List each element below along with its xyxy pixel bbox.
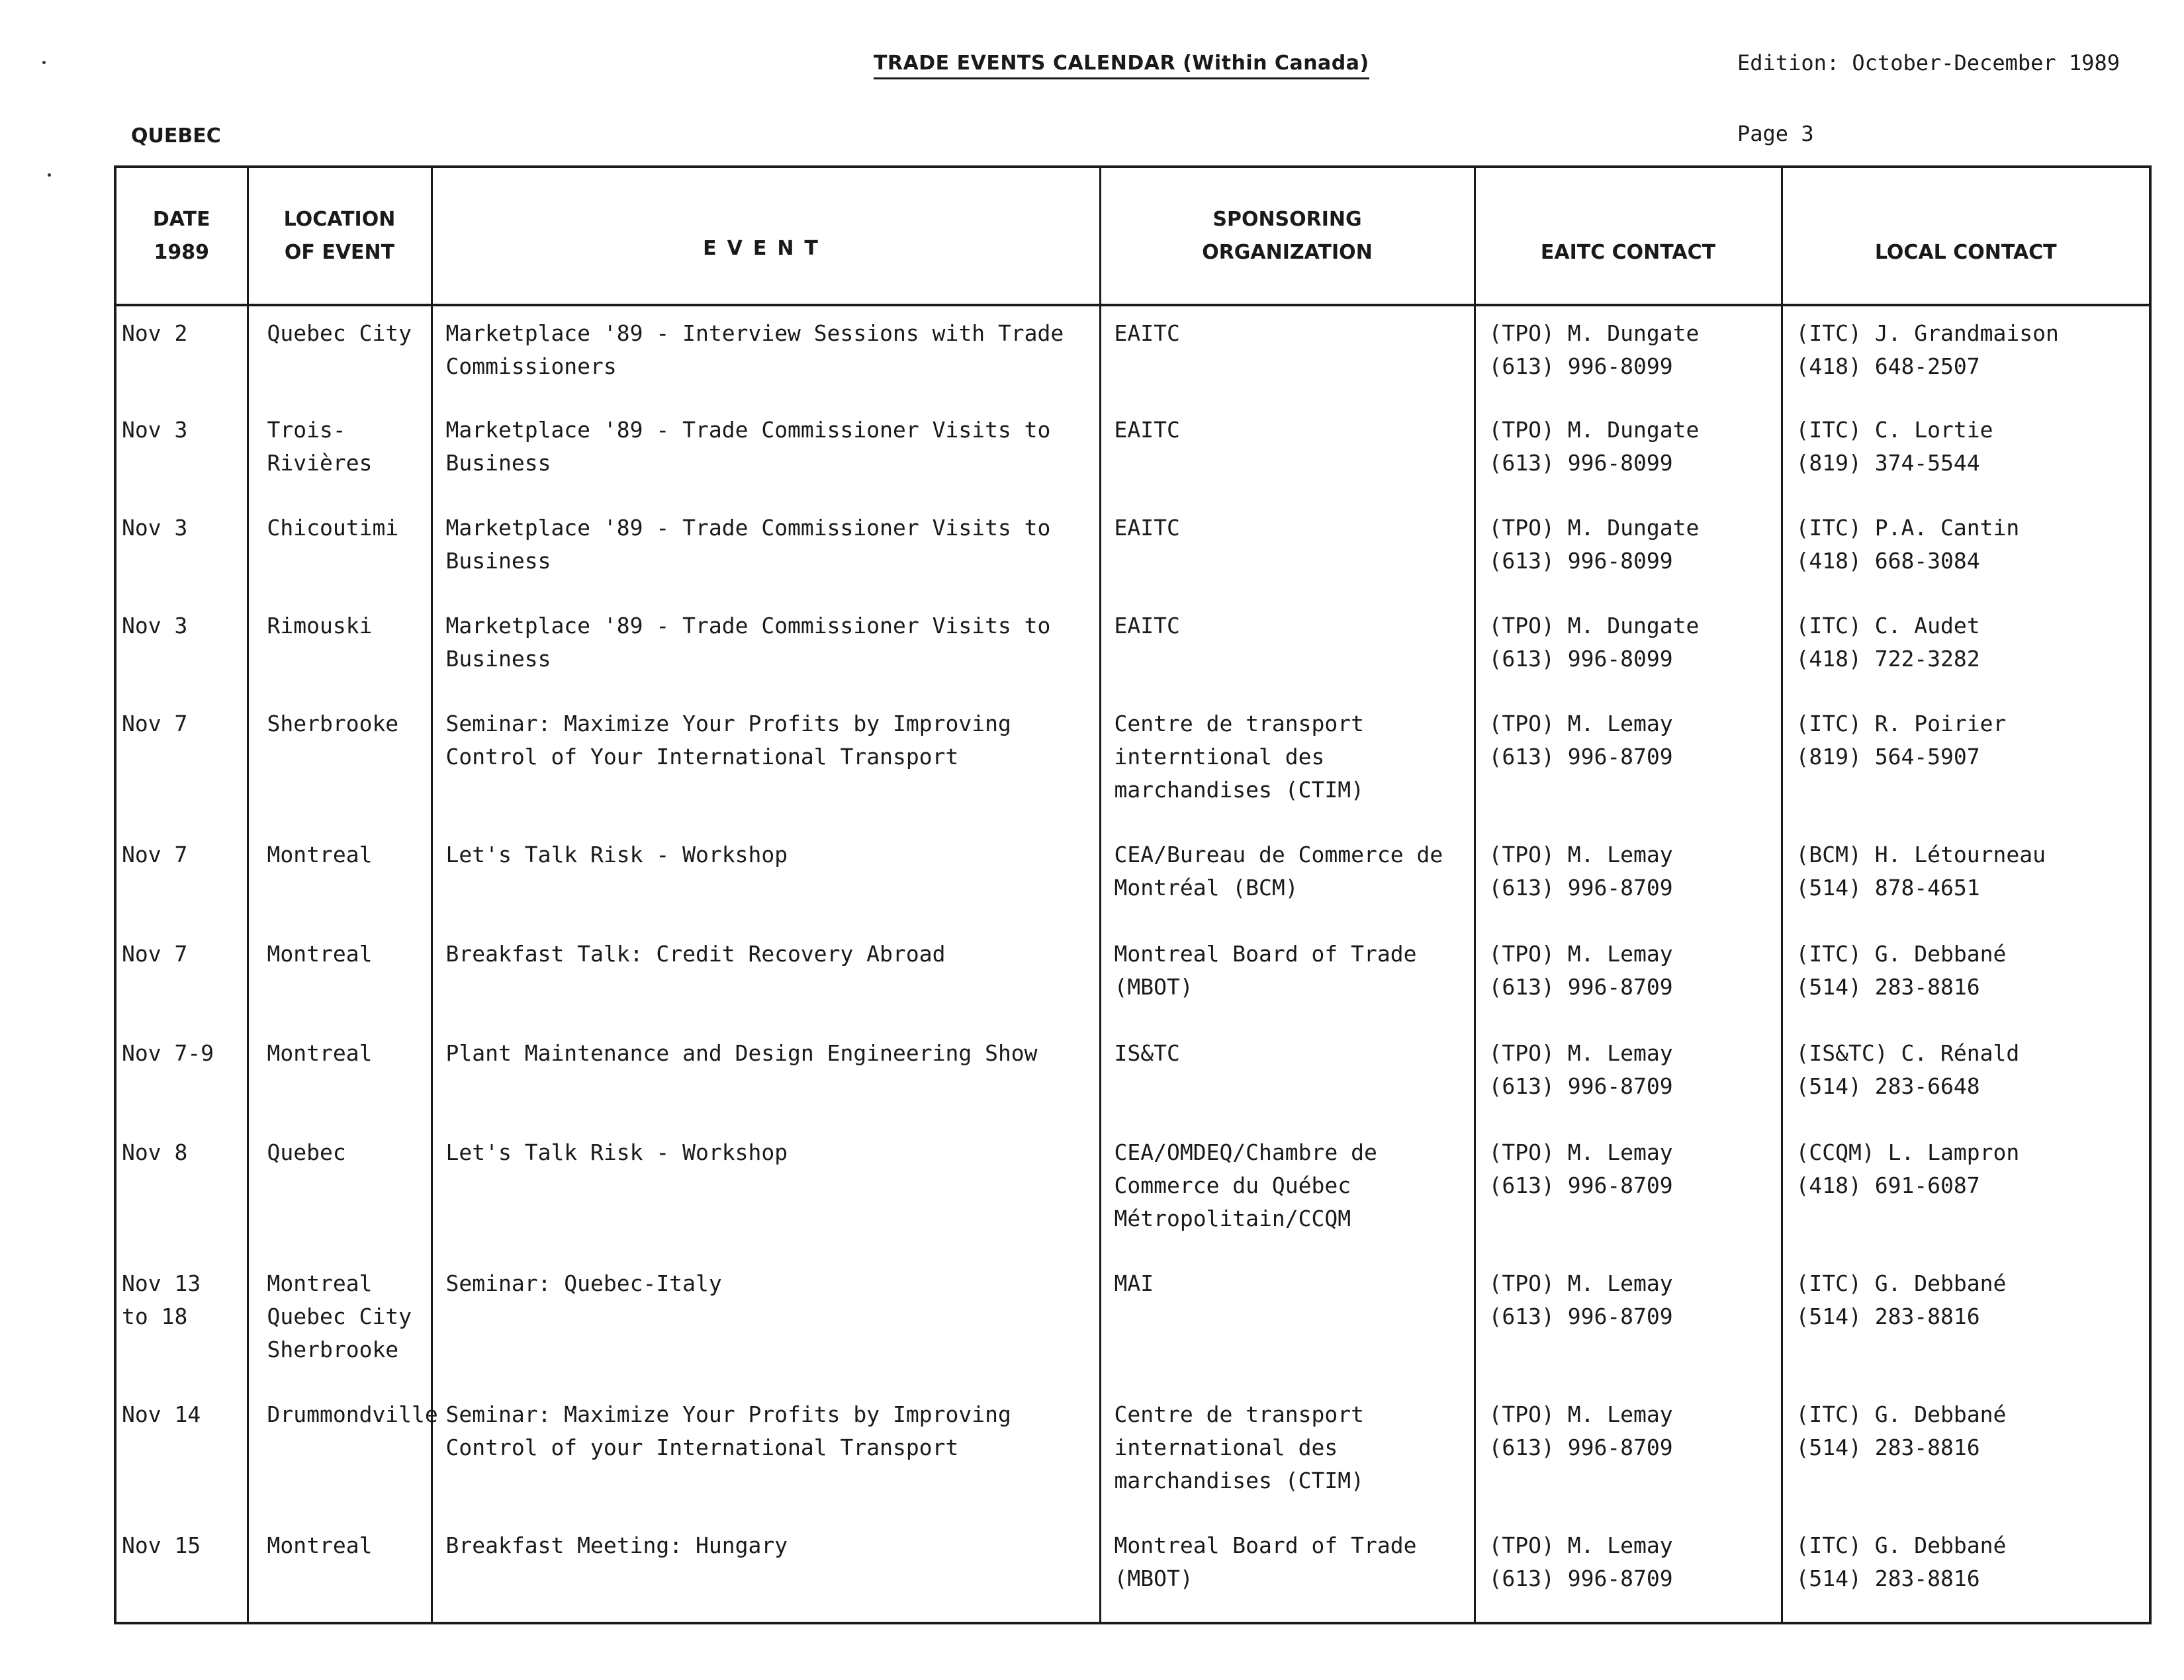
event-cell: Marketplace '89 - Trade Commissioner Visits to Business — [432, 403, 1100, 501]
table-row — [115, 1519, 2150, 1623]
eaitc-contact-cell: (TPO) M. Dungate (613) 996-8099 — [1475, 403, 1782, 501]
event-cell: Plant Maintenance and Design Engineering Show — [432, 1026, 1100, 1126]
local-contact-cell: (ITC) C. Lortie (819) 374-5544 — [1782, 403, 2150, 501]
local-contact-cell: (ITC) G. Debbané (514) 283-8816 — [1782, 1519, 2150, 1623]
column-header-event: EVENT — [432, 167, 1100, 305]
location-cell: Montreal Quebec City Sherbrooke — [248, 1257, 432, 1388]
table-row — [115, 927, 2150, 1026]
eaitc-contact-cell: (TPO) M. Lemay (613) 996-8709 — [1475, 1257, 1782, 1388]
local-contact-cell: (BCM) H. Létourneau (514) 878-4651 — [1782, 828, 2150, 927]
table-row — [115, 828, 2150, 927]
table-row — [115, 1126, 2150, 1257]
scan-speck — [42, 61, 46, 64]
column-header-date: DATE 1989 — [115, 167, 248, 305]
event-cell: Marketplace '89 - Interview Sessions with Trade Commissioners — [432, 305, 1100, 403]
date-cell: Nov 3 — [115, 403, 248, 501]
eaitc-contact-cell: (TPO) M. Lemay (613) 996-8709 — [1475, 1388, 1782, 1519]
page-number: Page 3 — [1737, 121, 1814, 146]
event-cell: Breakfast Meeting: Hungary — [432, 1519, 1100, 1623]
date-cell: Nov 3 — [115, 599, 248, 697]
province-heading: QUEBEC — [131, 124, 221, 148]
date-cell: Nov 7 — [115, 927, 248, 1026]
sponsor-cell: Centre de transport international des marchandises (CTIM) — [1100, 1388, 1475, 1519]
location-cell: Rimouski — [248, 599, 432, 697]
sponsor-cell: EAITC — [1100, 599, 1475, 697]
eaitc-contact-cell: (TPO) M. Lemay (613) 996-8709 — [1475, 1519, 1782, 1623]
events-table — [114, 165, 2152, 1624]
table-row — [115, 501, 2150, 599]
eaitc-contact-cell: (TPO) M. Lemay (613) 996-8709 — [1475, 697, 1782, 828]
location-cell: Trois- Rivières — [248, 403, 432, 501]
date-cell: Nov 7 — [115, 828, 248, 927]
table-row — [115, 599, 2150, 697]
column-header-location: LOCATION OF EVENT — [248, 167, 432, 305]
table-row — [115, 1257, 2150, 1388]
sponsor-cell: Montreal Board of Trade (MBOT) — [1100, 1519, 1475, 1623]
location-cell: Montreal — [248, 1519, 432, 1623]
table-row — [115, 305, 2150, 403]
location-cell: Montreal — [248, 828, 432, 927]
location-cell: Quebec City — [248, 305, 432, 403]
date-cell: Nov 13 to 18 — [115, 1257, 248, 1388]
local-contact-cell: (CCQM) L. Lampron (418) 691-6087 — [1782, 1126, 2150, 1257]
table-header-row — [115, 167, 2150, 305]
location-cell: Quebec — [248, 1126, 432, 1257]
location-cell: Sherbrooke — [248, 697, 432, 828]
local-contact-cell: (ITC) G. Debbané (514) 283-8816 — [1782, 927, 2150, 1026]
eaitc-contact-cell: (TPO) M. Dungate (613) 996-8099 — [1475, 305, 1782, 403]
column-header-sponsor: SPONSORING ORGANIZATION — [1100, 167, 1475, 305]
sponsor-cell: EAITC — [1100, 501, 1475, 599]
date-cell: Nov 8 — [115, 1126, 248, 1257]
eaitc-contact-cell: (TPO) M. Lemay (613) 996-8709 — [1475, 1126, 1782, 1257]
location-cell: Montreal — [248, 1026, 432, 1126]
page-title: TRADE EVENTS CALENDAR (Within Canada) — [874, 52, 1369, 79]
location-cell: Drummondville — [248, 1388, 432, 1519]
table-row — [115, 403, 2150, 501]
local-contact-cell: (ITC) G. Debbané (514) 283-8816 — [1782, 1388, 2150, 1519]
location-cell: Montreal — [248, 927, 432, 1026]
sponsor-cell: EAITC — [1100, 305, 1475, 403]
table-row — [115, 1026, 2150, 1126]
eaitc-contact-cell: (TPO) M. Dungate (613) 996-8099 — [1475, 501, 1782, 599]
sponsor-cell: CEA/OMDEQ/Chambre de Commerce du Québec Métropolitain/CCQM — [1100, 1126, 1475, 1257]
column-header-local-contact: LOCAL CONTACT — [1782, 167, 2150, 305]
event-cell: Marketplace '89 - Trade Commissioner Visits to Business — [432, 501, 1100, 599]
eaitc-contact-cell: (TPO) M. Lemay (613) 996-8709 — [1475, 927, 1782, 1026]
scan-speck — [48, 173, 51, 177]
event-cell: Breakfast Talk: Credit Recovery Abroad — [432, 927, 1100, 1026]
sponsor-cell: Centre de transport interntional des marchandises (CTIM) — [1100, 697, 1475, 828]
table-row — [115, 697, 2150, 828]
event-cell: Seminar: Quebec-Italy — [432, 1257, 1100, 1388]
local-contact-cell: (ITC) P.A. Cantin (418) 668-3084 — [1782, 501, 2150, 599]
date-cell: Nov 7 — [115, 697, 248, 828]
local-contact-cell: (IS&TC) C. Rénald (514) 283-6648 — [1782, 1026, 2150, 1126]
eaitc-contact-cell: (TPO) M. Dungate (613) 996-8099 — [1475, 599, 1782, 697]
date-cell: Nov 3 — [115, 501, 248, 599]
location-cell: Chicoutimi — [248, 501, 432, 599]
local-contact-cell: (ITC) J. Grandmaison (418) 648-2507 — [1782, 305, 2150, 403]
date-cell: Nov 7-9 — [115, 1026, 248, 1126]
event-cell: Seminar: Maximize Your Profits by Improving Control of Your International Transport — [432, 697, 1100, 828]
event-cell: Let's Talk Risk - Workshop — [432, 828, 1100, 927]
edition-label: Edition: October-December 1989 — [1737, 50, 2120, 75]
local-contact-cell: (ITC) C. Audet (418) 722-3282 — [1782, 599, 2150, 697]
sponsor-cell: IS&TC — [1100, 1026, 1475, 1126]
date-cell: Nov 14 — [115, 1388, 248, 1519]
sponsor-cell: EAITC — [1100, 403, 1475, 501]
sponsor-cell: Montreal Board of Trade (MBOT) — [1100, 927, 1475, 1026]
event-cell: Seminar: Maximize Your Profits by Improving Control of your International Transport — [432, 1388, 1100, 1519]
eaitc-contact-cell: (TPO) M. Lemay (613) 996-8709 — [1475, 828, 1782, 927]
local-contact-cell: (ITC) R. Poirier (819) 564-5907 — [1782, 697, 2150, 828]
event-cell: Let's Talk Risk - Workshop — [432, 1126, 1100, 1257]
date-cell: Nov 15 — [115, 1519, 248, 1623]
local-contact-cell: (ITC) G. Debbané (514) 283-8816 — [1782, 1257, 2150, 1388]
date-cell: Nov 2 — [115, 305, 248, 403]
eaitc-contact-cell: (TPO) M. Lemay (613) 996-8709 — [1475, 1026, 1782, 1126]
event-cell: Marketplace '89 - Trade Commissioner Visits to Business — [432, 599, 1100, 697]
table-row — [115, 1388, 2150, 1519]
sponsor-cell: CEA/Bureau de Commerce de Montréal (BCM) — [1100, 828, 1475, 927]
column-header-eaitc-contact: EAITC CONTACT — [1475, 167, 1782, 305]
sponsor-cell: MAI — [1100, 1257, 1475, 1388]
